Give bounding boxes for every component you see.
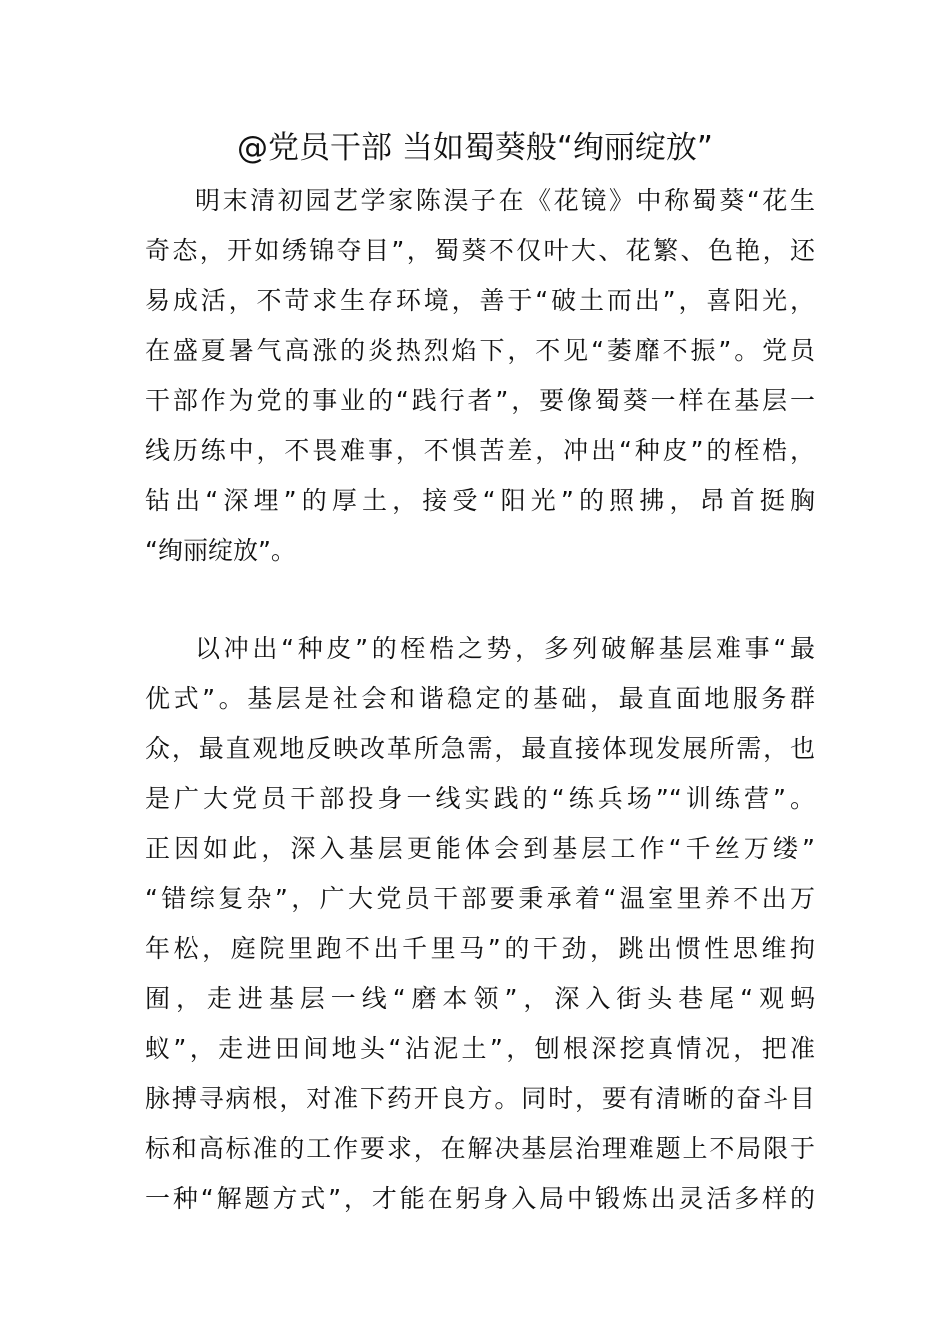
paragraph-line: “绚丽绽放”。	[145, 536, 296, 565]
paragraph-line: 干部作为党的事业的“践行者”，要像蜀葵一样在基层一	[145, 386, 815, 415]
paragraph-line: 以冲出“种皮”的桎梏之势，多列破解基层难事“最	[195, 634, 815, 663]
paragraph-line: 年松，庭院里跑不出千里马”的干劲，跳出惯性思维拘	[145, 934, 815, 963]
paragraph-line: 明末清初园艺学家陈淏子在《花镜》中称蜀葵“花生	[195, 186, 815, 215]
paragraph-line: “错综复杂”，广大党员干部要秉承着“温室里养不出万	[145, 884, 815, 913]
paragraph-line: 标和高标准的工作要求，在解决基层治理难题上不局限于	[145, 1134, 815, 1163]
paragraph-line: 正因如此，深入基层更能体会到基层工作“千丝万缕”	[145, 834, 815, 863]
paragraph-line: 是广大党员干部投身一线实践的“练兵场”“训练营”。	[145, 784, 815, 813]
paragraph-line: 在盛夏暑气高涨的炎热烈焰下，不见“萎靡不振”。党员	[145, 336, 815, 365]
paragraph-2	[145, 624, 815, 1224]
paragraph-1	[145, 176, 815, 576]
document-title: @党员干部 当如蜀葵般“绚丽绽放”	[237, 130, 713, 166]
paragraph-line: 易成活，不苛求生存环境，善于“破土而出”，喜阳光，	[145, 286, 815, 315]
paragraph-line: 钻出“深埋”的厚土，接受“阳光”的照拂，昂首挺胸	[145, 486, 815, 515]
paragraph-line: 优式”。基层是社会和谐稳定的基础，最直面地服务群	[145, 684, 815, 713]
paragraph-line: 囿，走进基层一线“磨本领”，深入街头巷尾“观蚂	[145, 984, 815, 1013]
paragraph-line: 奇态，开如绣锦夺目”，蜀葵不仅叶大、花繁、色艳，还	[145, 236, 815, 265]
paragraph-line: 蚁”，走进田间地头“沾泥土”，刨根深挖真情况，把准	[145, 1034, 815, 1063]
paragraph-line: 脉搏寻病根，对准下药开良方。同时，要有清晰的奋斗目	[145, 1084, 815, 1113]
paragraph-line: 一种“解题方式”，才能在躬身入局中锻炼出灵活多样的	[145, 1184, 815, 1213]
paragraph-line: 线历练中，不畏难事，不惧苦差，冲出“种皮”的桎梏，	[145, 436, 815, 465]
paragraph-line: 众，最直观地反映改革所急需，最直接体现发展所需，也	[145, 734, 815, 763]
